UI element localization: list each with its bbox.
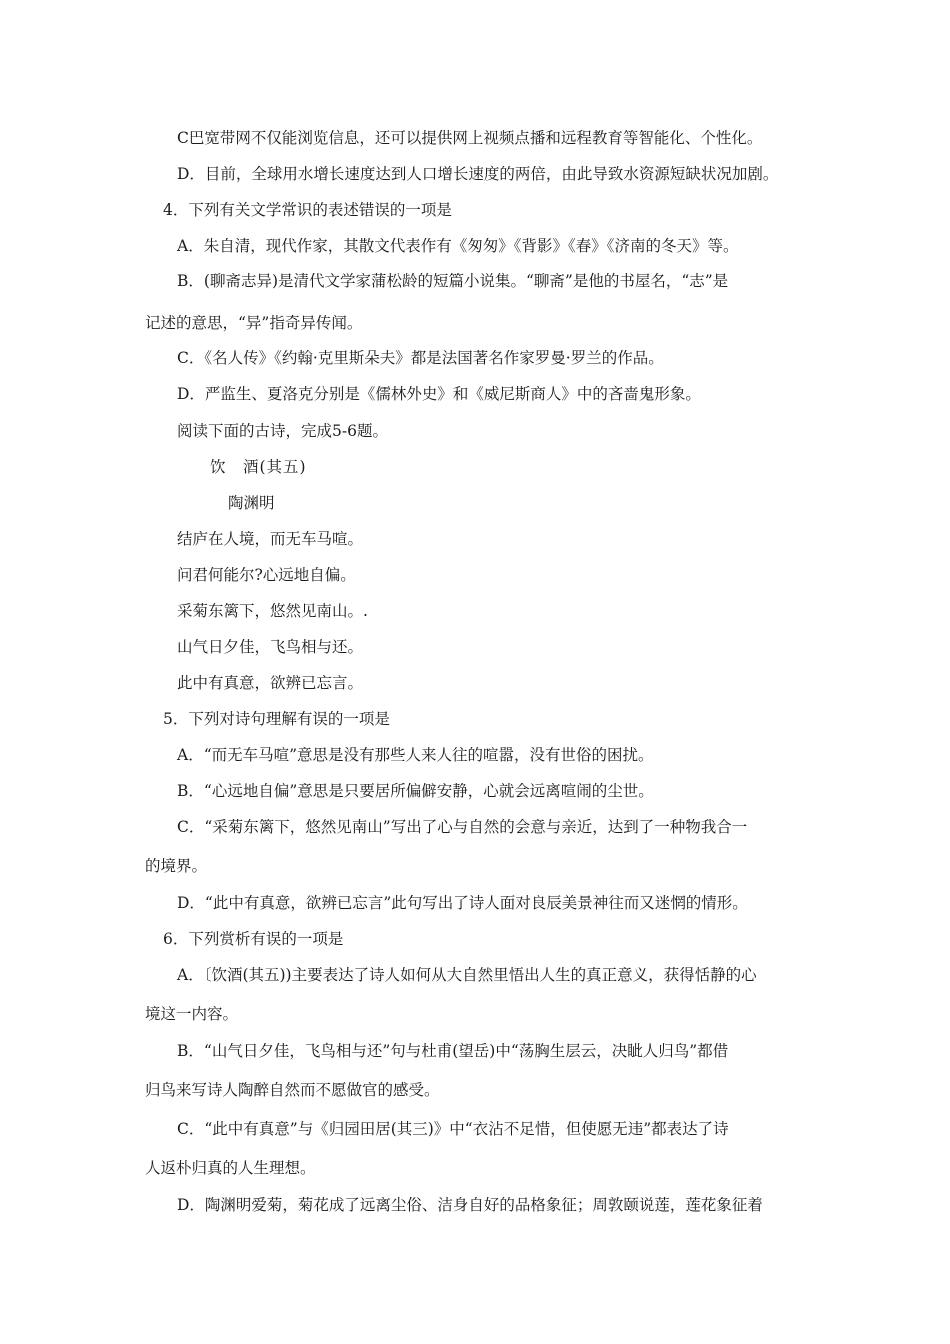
poem-line: 此中有真意，欲辨已忘言。	[177, 674, 364, 692]
poem-line: 山气日夕佳，飞鸟相与还。	[177, 638, 364, 656]
poem-line: 结庐在人境，而无车马喧。	[177, 530, 364, 548]
q4-option-c: C．《名人传》《约翰·克里斯朵夫》都是法国著名作家罗曼·罗兰的作品。	[177, 349, 664, 367]
q3-option-d: D．目前，全球用水增长速度达到人口增长速度的两倍，由此导致水资源短缺状况加剧。	[177, 165, 779, 183]
q6-option-b-line2: 归鸟来写诗人陶醉自然而不愿做官的感受。	[145, 1081, 440, 1099]
q5-option-c-line2: 的境界。	[145, 857, 208, 875]
q5-option-b: B．“心远地自偏”意思是只要居所偏僻安静，心就会远离喧闹的尘世。	[177, 782, 654, 800]
poem-line: 问君何能尔?心远地自偏。	[177, 566, 356, 584]
poem-title: 饮 酒(其五)	[210, 458, 307, 476]
reading-intro: 阅读下面的古诗，完成5-6题。	[177, 422, 388, 440]
q4-option-b-line1: B．(聊斋志异)是清代文学家蒲松龄的短篇小说集。“聊斋”是他的书屋名，“志”是	[177, 272, 729, 290]
q5-option-d: D．“此中有真意，欲辨已忘言”此句写出了诗人面对良辰美景神往而又迷惘的情形。	[177, 894, 748, 912]
q4-option-a: A．朱自清，现代作家，其散文代表作有《匆匆》《背影》《春》《济南的冬天》等。	[177, 237, 739, 255]
q3-option-c: C巴宽带网不仅能浏览信息，还可以提供网上视频点播和远程教育等智能化、个性化。	[177, 129, 763, 147]
poem-author: 陶渊明	[228, 494, 275, 512]
q6-option-c-line2: 人返朴归真的人生理想。	[145, 1159, 316, 1177]
q5-option-a: A．“而无车马喧”意思是没有那些人来人往的喧嚣，没有世俗的困扰。	[177, 746, 654, 764]
poem-line: 采菊东篱下，悠然见南山。.	[177, 602, 368, 620]
q5-option-c-line1: C．“采菊东篱下，悠然见南山”写出了心与自然的会意与亲近，达到了一种物我合一	[177, 818, 748, 836]
q5-stem: 5．下列对诗句理解有误的一项是	[163, 710, 390, 728]
q4-stem: 4．下列有关文学常识的表述错误的一项是	[163, 201, 452, 219]
q6-option-a-line1: A．〔饮酒(其五))主要表达了诗人如何从大自然里悟出人生的真正意义，获得恬静的心	[177, 966, 757, 984]
q6-option-c-line1: C．“此中有真意”与《归园田居(其三)》中“衣沾不足惜，但使愿无违”都表达了诗	[177, 1120, 729, 1138]
q4-option-d: D．严监生、夏洛克分别是《儒林外史》和《威尼斯商人》中的吝啬鬼形象。	[177, 385, 701, 403]
q6-option-a-line2: 境这一内容。	[145, 1005, 239, 1023]
q6-option-b-line1: B．“山气日夕佳，飞鸟相与还”句与杜甫(望岳)中“荡胸生层云，决眦人归鸟”都借	[177, 1042, 729, 1060]
q6-option-d: D．陶渊明爱菊，菊花成了远离尘俗、洁身自好的品格象征；周敦颐说莲，莲花象征着	[177, 1196, 763, 1214]
q4-option-b-line2: 记述的意思，“异”指奇异传闻。	[145, 314, 363, 332]
q6-stem: 6．下列赏析有误的一项是	[163, 930, 344, 948]
